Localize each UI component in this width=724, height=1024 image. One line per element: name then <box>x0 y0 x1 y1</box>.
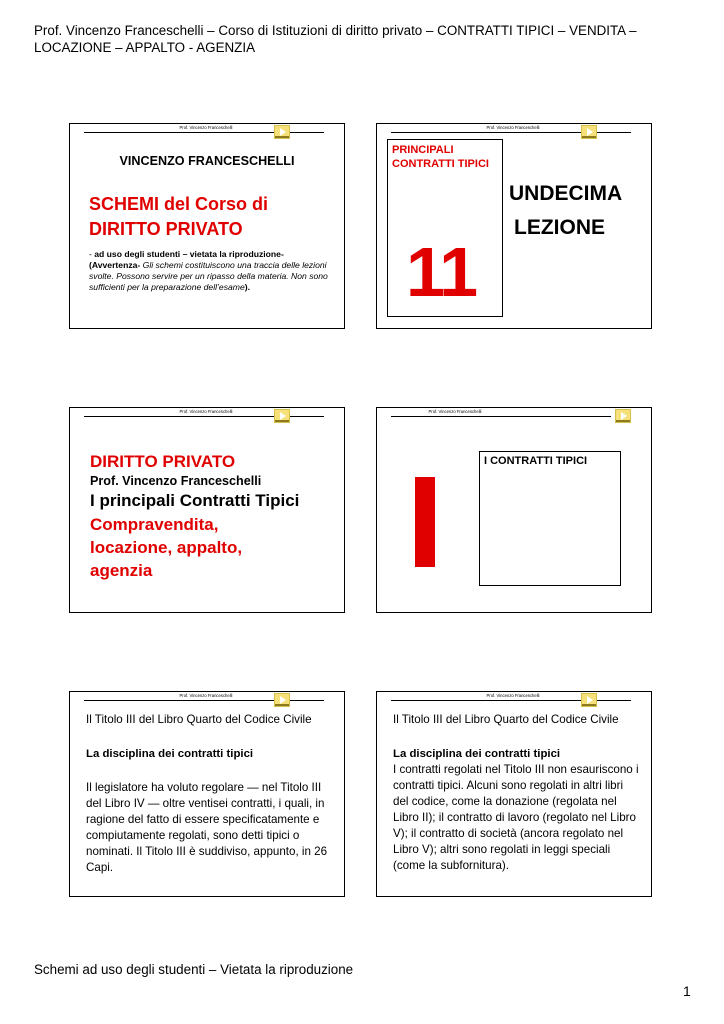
logo-icon <box>615 409 631 423</box>
slide-header-author: Prof. Vincenzo Franceschelli <box>158 125 254 130</box>
slide-content <box>90 451 340 582</box>
section-marker-bar <box>415 477 435 567</box>
slide-author-name: VINCENZO FRANCESCHELLI <box>119 154 295 168</box>
slide-heading: La disciplina dei contratti tipici <box>393 748 561 760</box>
professor-name: Prof. Vincenzo Franceschelli <box>90 474 262 488</box>
slide-intro: Il Titolo III del Libro Quarto del Codice Civile <box>393 713 619 726</box>
slide-1 <box>69 123 345 329</box>
page-footer: Schemi ad uso degli studenti – Vietata la riproduzione <box>34 962 354 977</box>
slide-header-author: Prof. Vincenzo Franceschelli <box>465 693 561 698</box>
slide-header-author: Prof. Vincenzo Franceschelli <box>158 409 254 414</box>
course-title: DIRITTO PRIVATO <box>90 452 236 471</box>
page-header-title: Prof. Vincenzo Franceschelli – Corso di Istituzioni di diritto privato – CONTRATTI TIPICI – VENDITA – LOCAZIONE – APPALTO - AGENZIA <box>34 23 637 55</box>
lesson-topic: I principali Contratti Tipici <box>90 491 300 510</box>
slide-heading: La disciplina dei contratti tipici <box>86 748 254 760</box>
slide-5 <box>69 691 345 897</box>
slide-paragraph: Il legislatore ha voluto regolare — nel Titolo III del Libro IV — oltre ventisei contratti, i quali, in ragione del fatto di essere specificatamente e compiutamente regolati, sono detti tipici o nominati. Il Titolo III è suddiviso, appunto, in 26 Capi. <box>86 781 328 874</box>
slide-6 <box>376 691 652 897</box>
lesson-subtopics: Compravendita, locazione, appalto, agenzia <box>90 515 243 580</box>
slide-title: SCHEMI del Corso di DIRITTO PRIVATO <box>89 194 269 239</box>
logo-icon <box>274 693 290 707</box>
logo-icon <box>274 409 290 423</box>
logo-icon <box>581 693 597 707</box>
section-box <box>479 451 621 586</box>
slide-header-author: Prof. Vincenzo Franceschelli <box>158 693 254 698</box>
lesson-number: 11 <box>406 233 476 311</box>
slide-header-author: Prof. Vincenzo Franceschelli <box>417 409 493 414</box>
logo-icon <box>274 125 290 139</box>
usage-note: - ad uso degli studenti – vietata la riproduzione- (Avvertenza- Gli schemi costituiscono una traccia delle lezioni svolte. Possono servire per un ripasso della materia. Non sono sufficienti per la preparazione dell’esame). <box>89 249 328 292</box>
slide-body <box>393 712 641 874</box>
slide-header-rule <box>391 416 611 417</box>
section-label: I CONTRATTI TIPICI <box>484 455 588 467</box>
page-number: 1 <box>683 983 691 999</box>
slide-paragraph: I contratti regolati nel Titolo III non esauriscono i contratti tipici. Alcuni sono regolati in altri libri del codice, come la donazione (regolata nel Libro II); il contratto di lavoro (regolato nel Libro V); il contratto di società (ancora regolato nel Libro V); altri sono regolati in leggi speciali (come la subfornitura). <box>393 763 639 872</box>
topic-box <box>387 139 503 317</box>
slide-4 <box>376 407 652 613</box>
slide-body <box>86 712 334 876</box>
slide-intro: Il Titolo III del Libro Quarto del Codice Civile <box>86 713 312 726</box>
lesson-title: UNDECIMA LEZIONE <box>509 182 623 239</box>
logo-icon <box>581 125 597 139</box>
slide-2 <box>376 123 652 329</box>
topic-label: PRINCIPALI CONTRATTI TIPICI <box>392 144 489 170</box>
slide-header-author: Prof. Vincenzo Franceschelli <box>465 125 561 130</box>
slide-3 <box>69 407 345 613</box>
